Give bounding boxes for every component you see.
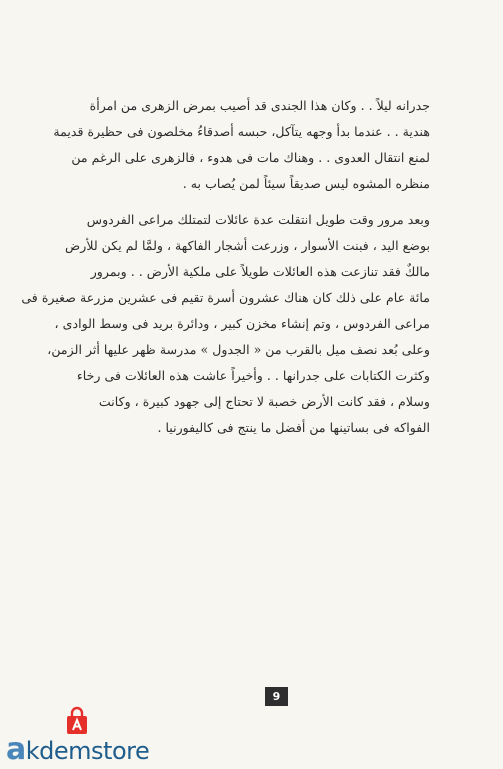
text-line: الفواكه فى بساتينها من أفضل ما ينتج فى كاليفورنيا . [157, 420, 430, 435]
text-line: مالكٌ فقد تنازعت هذه العائلات طويلاً على ملكية الأرض . . وبمرور [90, 264, 430, 279]
body-text [21, 93, 430, 441]
watermark-letter-a: a [6, 732, 26, 767]
watermark-word: kdemstore [25, 737, 150, 765]
text-line: وبعد مرور وقت طويل انتقلت عدة عائلات لتمتلك مراعى الفردوس [86, 212, 430, 227]
text-line: مراعى الفردوس ، وتم إنشاء مخزن كبير ، ودائرة بريد فى وسط الوادى ، [54, 316, 430, 331]
text-line: وعلى بُعد نصف ميل بالقرب من « الجدول » مدرسة ظهر عليها أثر الزمن، [47, 342, 430, 357]
text-line: وكثرت الكتابات على جدرانها . . وأخيراً عاشت هذه العائلات فى رخاء [76, 368, 430, 383]
akdemstore-watermark [4, 706, 174, 766]
text-line: جدرانه ليلاً . . وكان هذا الجندى قد أصيب بمرض الزهرى من امرأة [89, 98, 430, 113]
watermark-text [6, 732, 149, 769]
text-line: منظره المشوه ليس صديقاً سيئاً لمن يُصاب به . [182, 176, 430, 191]
page-number: 9 [265, 687, 288, 706]
text-line: بوضع اليد ، فبنت الأسوار ، وزرعت أشجار الفاكهة ، ولمَّا لم يكن للأرض [65, 238, 430, 253]
text-line: مائة عام على ذلك كان هناك عشرون أسرة تقيم فى عشرين مزرعة صغيرة فى [21, 290, 430, 305]
text-line: هندية . . عندما بدأ وجهه يتآكل، حبسه أصدقاءُ مخلصون فى حظيرة قديمة [53, 124, 430, 139]
text-line: لمنع انتقال العدوى . . وهناك مات فى هدوء ، فالزهرى على الرغم من [71, 150, 430, 165]
text-line: وسلام ، فقد كانت الأرض خصبة لا تحتاج إلى جهود كبيرة ، وكانت [98, 394, 430, 409]
paragraph-1 [53, 93, 430, 197]
paragraph-2 [21, 207, 430, 441]
